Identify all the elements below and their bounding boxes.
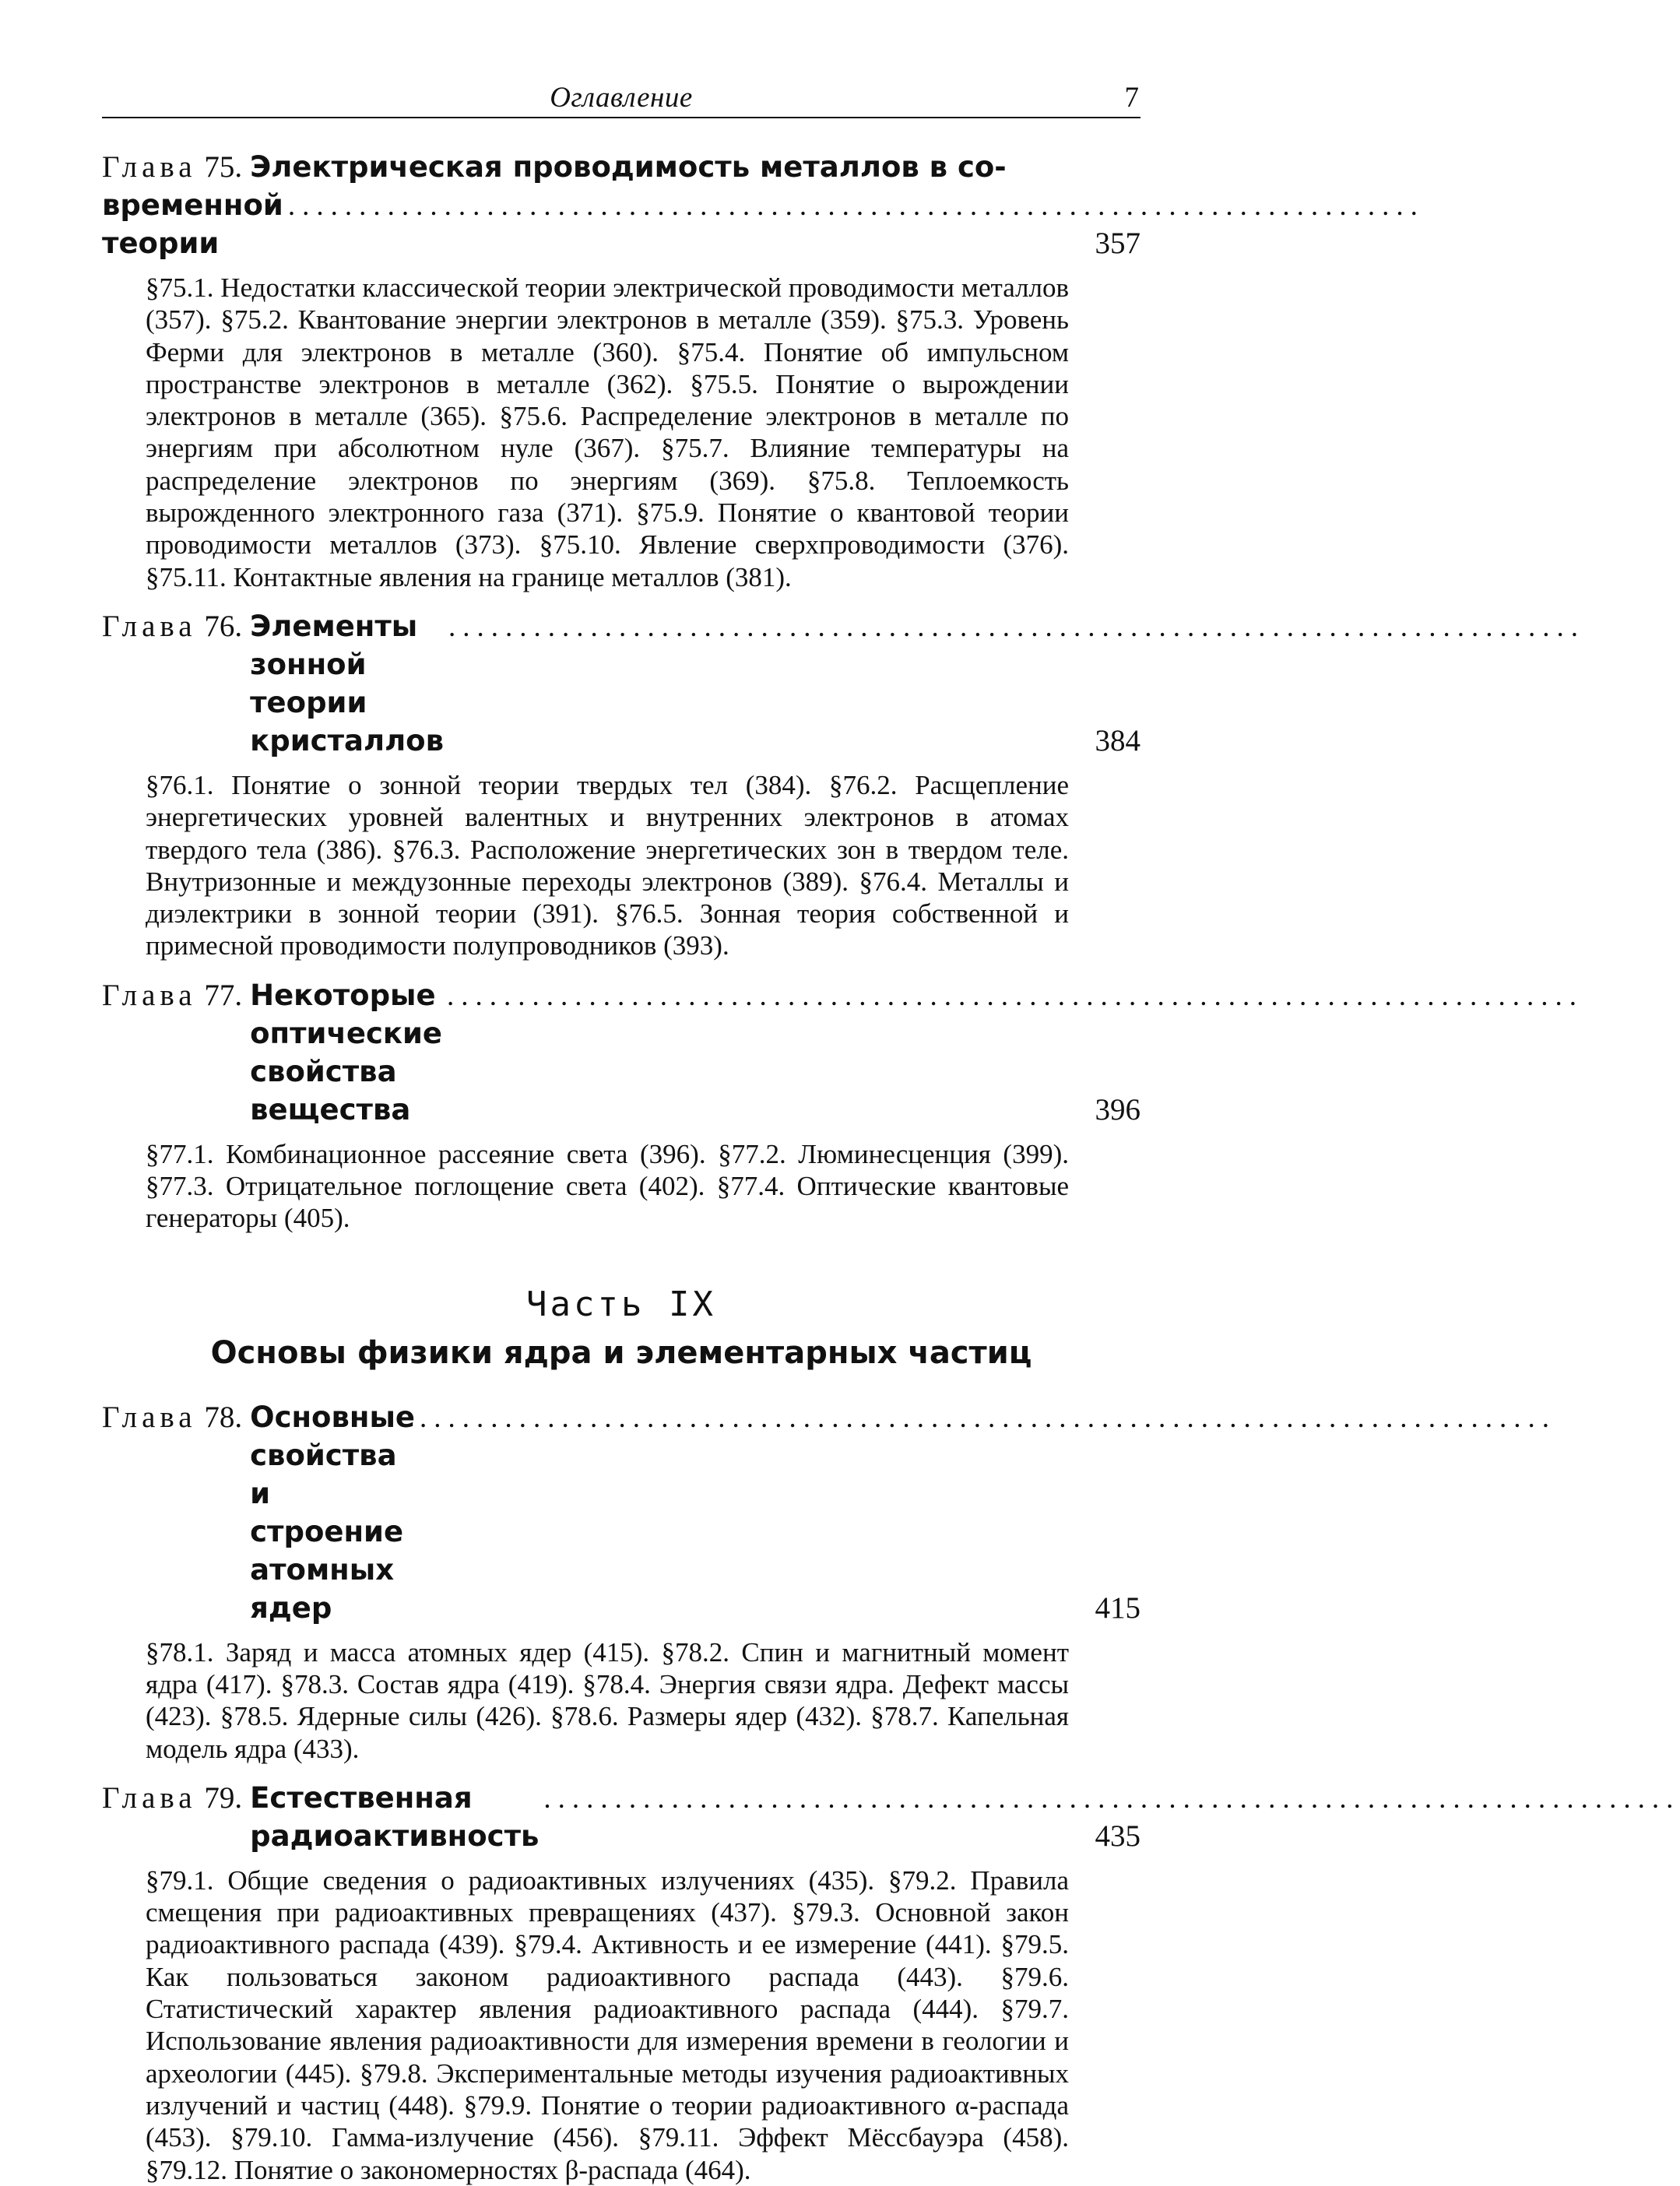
chapter-title: временной теории <box>102 188 283 260</box>
section-entry[interactable]: §77.2. Люминесценция (399). <box>718 1138 1069 1169</box>
chapter-page-number: 435 <box>1095 1819 1141 1853</box>
part-title: Основы физики ядра и элементарных частиц <box>210 1334 1032 1371</box>
chapter-number: 77. <box>204 978 243 1012</box>
chapter-title: Элементы зонной теории кристаллов <box>250 609 445 757</box>
section-list <box>146 1864 1069 2186</box>
section-list <box>146 1138 1069 1235</box>
section-entry[interactable]: §75.7. Влияние температуры на распределение электронов по энергиям (369). <box>146 433 1069 496</box>
section-entry[interactable]: §77.1. Комбинационное рассеяние света (396). <box>146 1138 706 1169</box>
toc-chapter[interactable] <box>102 1779 1680 2186</box>
chapter-number: 78. <box>204 1400 243 1434</box>
section-entry[interactable]: §75.5. Понятие о вырождении электронов в металле (365). <box>146 368 1070 432</box>
section-entry[interactable]: §76.3. Расположение энергетических зон в твердом теле. Внутризонные и междузонные переходы электронов (389). <box>146 834 1070 897</box>
leader-dots: ................................................................................ <box>447 979 1584 1012</box>
chapter-title: Электрическая проводимость металлов в со- <box>250 150 1007 184</box>
section-entry[interactable]: §79.8. Экспериментальные методы изучения радиоактивных излучений и частиц (448). <box>146 2058 1069 2121</box>
chapter-list <box>102 148 1586 1235</box>
section-entry[interactable]: §76.2. Расщепление энергетических уровней валентных и внутренних электронов в атомах твердого тела (386). <box>146 769 1069 865</box>
chapter-heading <box>102 1398 1557 1627</box>
section-entry[interactable]: §75.11. Контактные явления на границе металлов (381). <box>146 561 792 592</box>
section-entry[interactable]: §79.10. Гамма-излучение (456). <box>230 2122 620 2153</box>
running-head-title: Оглавление <box>550 82 693 114</box>
chapter-prefix: Глава <box>102 1780 197 1815</box>
section-entry[interactable]: §75.4. Понятие об импульсном пространстве электронов в металле (362). <box>146 336 1070 399</box>
chapter-title-line <box>102 148 1069 186</box>
running-head <box>102 76 1141 118</box>
chapter-number: 79. <box>204 1780 243 1815</box>
section-list <box>146 272 1069 593</box>
section-entry[interactable]: §76.4. Металлы и диэлектрики в зонной теории (391). <box>146 866 1069 930</box>
section-entry[interactable]: §79.3. Основной закон радиоактивного распада (439). <box>146 1897 1069 1960</box>
chapter-number: 75. <box>204 150 243 184</box>
section-entry[interactable]: §79.4. Активность и ее измерение (441). <box>514 1929 992 1960</box>
section-entry[interactable]: §76.5. Зонная теория собственной и примесной проводимости полупроводников (393). <box>146 898 1069 961</box>
leader-dots: ................................................................................ <box>543 1782 1680 1815</box>
section-entry[interactable]: §79.1. Общие сведения о радиоактивных излучениях (435). <box>146 1864 875 1896</box>
leader-dots: ................................................................................ <box>448 610 1586 643</box>
section-entry[interactable]: §78.5. Ядерные силы (426). <box>220 1701 542 1732</box>
section-entry[interactable]: §79.7. Использование явления радиоактивности для измерения времени в геологии и археологии (445). <box>146 1994 1069 2089</box>
chapter-list <box>102 1398 1680 2186</box>
chapter-prefix: Глава <box>102 609 197 643</box>
chapter-page-number: 384 <box>1095 723 1141 757</box>
chapter-number: 76. <box>204 609 243 643</box>
chapter-prefix: Глава <box>102 150 197 184</box>
section-entry[interactable]: §78.2. Спин и магнитный момент ядра (417). <box>146 1636 1069 1699</box>
section-entry[interactable]: §78.3. Состав ядра (419). <box>280 1668 575 1699</box>
section-entry[interactable]: §77.4. Оптические квантовые генераторы (405). <box>146 1171 1069 1234</box>
section-entry[interactable]: §79.2. Правила смещения при радиоактивных превращениях (437). <box>146 1864 1069 1928</box>
chapter-heading <box>102 976 1584 1129</box>
section-entry[interactable]: §75.3. Уровень Ферми для электронов в металле (360). <box>146 304 1069 367</box>
section-list <box>146 1636 1069 1765</box>
section-entry[interactable]: §77.3. Отрицательное поглощение света (402). <box>146 1171 705 1202</box>
toc-chapter[interactable] <box>102 148 1425 593</box>
part-heading <box>102 1281 1141 1378</box>
chapter-title: Основные свойства и строение атомных ядер <box>250 1400 416 1625</box>
toc-chapter[interactable] <box>102 607 1586 962</box>
section-entry[interactable]: §75.9. Понятие о квантовой теории проводимости металлов (373). <box>146 497 1069 561</box>
section-entry[interactable]: §78.6. Размеры ядер (432). <box>550 1701 862 1732</box>
section-entry[interactable]: §75.1. Недостатки классической теории электрической проводимости металлов (357). <box>146 272 1069 336</box>
section-entry[interactable]: §79.11. Эффект Мёссбауэра (458). <box>638 2122 1069 2153</box>
section-entry[interactable]: §76.1. Понятие о зонной теории твердых тел (384). <box>146 769 812 800</box>
chapter-heading <box>102 607 1586 760</box>
section-entry[interactable]: §75.6. Распределение электронов в металле по энергиям при абсолютном нуле (367). <box>146 401 1070 464</box>
section-entry[interactable]: §75.2. Квантование энергии электронов в металле (359). <box>220 304 887 336</box>
section-entry[interactable]: §79.12. Понятие о закономерностях β-распада (464). <box>146 2154 751 2185</box>
page-number: 7 <box>1124 82 1139 114</box>
chapter-heading <box>102 148 1425 262</box>
section-entry[interactable]: §79.9. Понятие о теории радиоактивного α-распада (453). <box>146 2089 1070 2153</box>
part-label: Часть IX <box>526 1284 716 1324</box>
chapter-page-number: 415 <box>1095 1590 1141 1625</box>
section-entry[interactable]: §75.8. Теплоемкость вырожденного электронного газа (371). <box>146 465 1069 529</box>
toc-content <box>102 148 1680 2186</box>
chapter-title: Естественная радиоактивность <box>250 1780 539 1853</box>
chapter-prefix: Глава <box>102 978 197 1012</box>
chapter-heading <box>102 1779 1680 1855</box>
section-entry[interactable]: §75.10. Явление сверхпроводимости (376). <box>539 529 1070 561</box>
toc-chapter[interactable] <box>102 976 1584 1235</box>
leader-dots: ................................................................................ <box>420 1401 1557 1434</box>
section-entry[interactable]: §78.4. Энергия связи ядра. Дефект массы (423). <box>146 1668 1070 1732</box>
chapter-title: Некоторые оптические свойства вещества <box>250 978 443 1126</box>
section-entry[interactable]: §78.7. Капельная модель ядра (433). <box>146 1701 1070 1764</box>
chapter-page-number: 357 <box>1095 227 1141 260</box>
chapter-prefix: Глава <box>102 1400 197 1434</box>
leader-dots: ................................................................................ <box>287 190 1425 222</box>
section-entry[interactable]: §79.6. Статистический характер явления радиоактивного распада (444). <box>146 1961 1070 2025</box>
section-entry[interactable]: §78.1. Заряд и масса атомных ядер (415). <box>146 1636 650 1668</box>
toc-chapter[interactable] <box>102 1398 1557 1765</box>
section-entry[interactable]: §79.5. Как пользоваться законом радиоактивного распада (443). <box>146 1929 1070 1992</box>
chapter-page-number: 396 <box>1095 1092 1141 1126</box>
section-list <box>146 769 1069 962</box>
